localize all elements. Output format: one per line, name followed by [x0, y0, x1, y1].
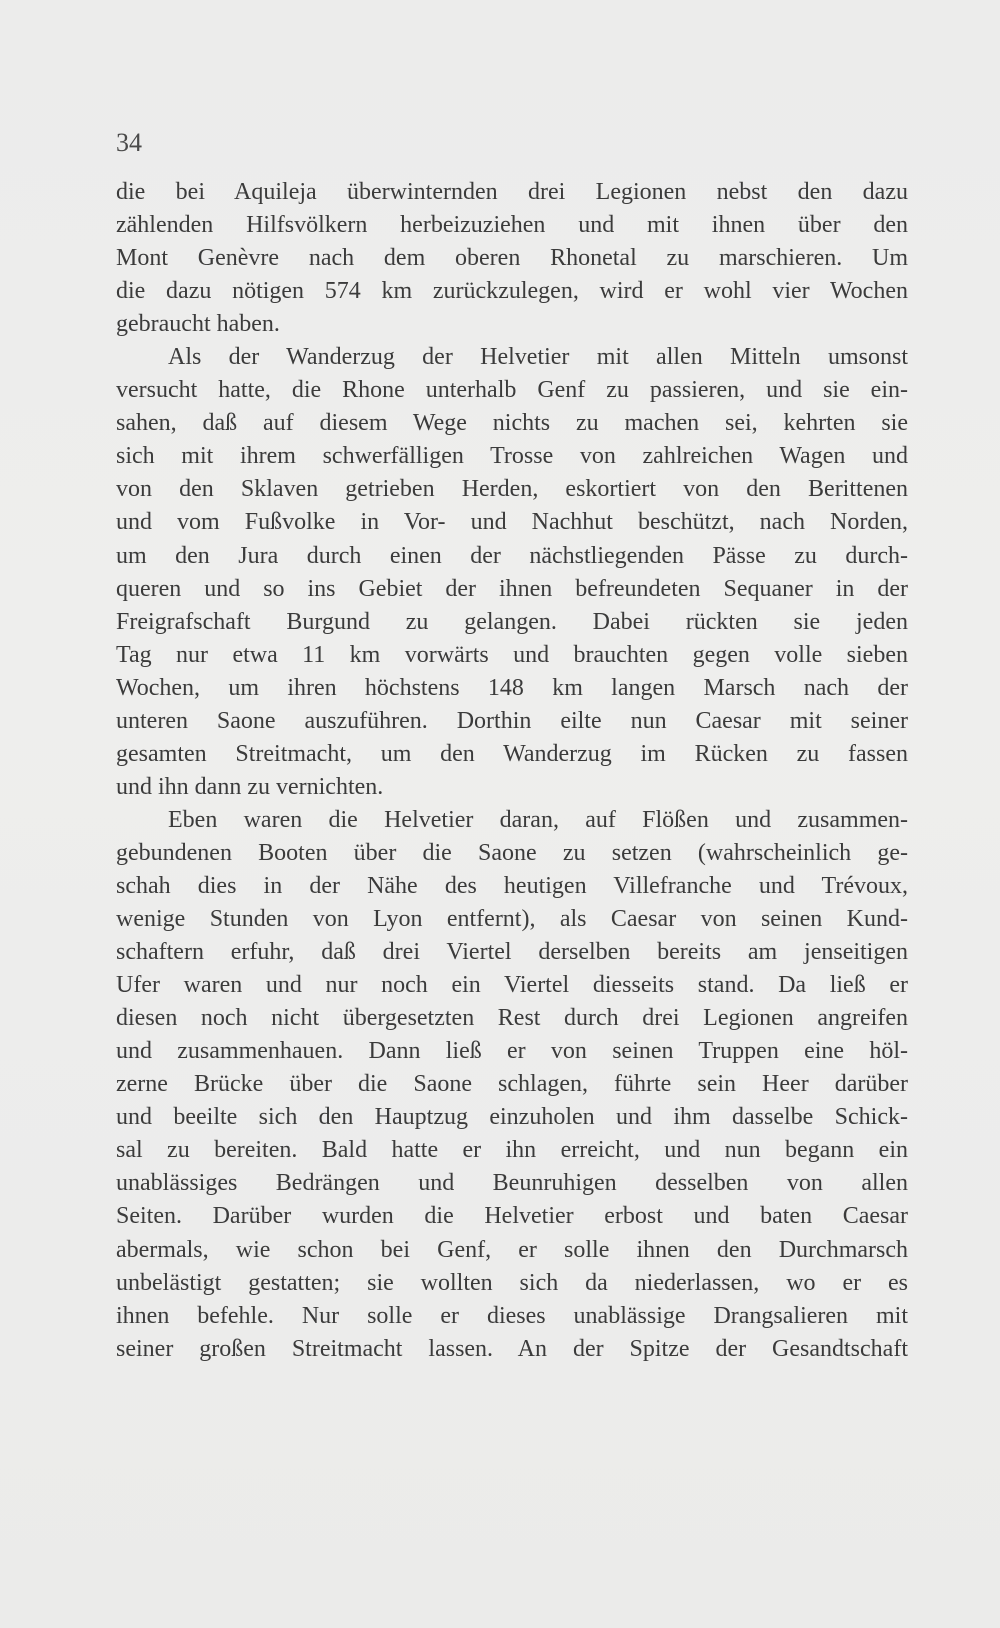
text-line: Als der Wanderzug der Helvetier mit allen Mitteln umsonst [168, 344, 908, 371]
body-text [116, 176, 908, 1366]
text-line: zerne Brücke über die Saone schlagen, führte sein Heer darüber [116, 1071, 908, 1098]
text-line: schaftern erfuhr, daß drei Viertel derselben bereits am jenseitigen [116, 939, 908, 966]
text-line: und vom Fußvolke in Vor- und Nachhut beschützt, nach Norden, [116, 509, 908, 536]
text-line: abermals, wie schon bei Genf, er solle ihnen den Durchmarsch [116, 1236, 908, 1263]
text-line: Wochen, um ihren höchstens 148 km langen Marsch nach der [116, 674, 908, 701]
text-line: ihnen befehle. Nur solle er dieses unablässige Drangsalieren mit [116, 1302, 908, 1329]
text-line: die bei Aquileja überwinternden drei Legionen nebst den dazu [116, 179, 908, 205]
text-line: diesen noch nicht übergesetzten Rest durch drei Legionen angreifen [116, 1005, 908, 1032]
text-line: sal zu bereiten. Bald hatte er ihn erreicht, und nun begann ein [116, 1137, 908, 1164]
text-line: Mont Genèvre nach dem oberen Rhonetal zu marschieren. Um [116, 245, 908, 272]
text-line: Freigrafschaft Burgund zu gelangen. Dabei rückten sie jeden [116, 608, 908, 635]
text-line: von den Sklaven getrieben Herden, eskortiert von den Berittenen [116, 476, 908, 503]
text-line: wenige Stunden von Lyon entfernt), als Caesar von seinen Kund- [116, 906, 908, 933]
text-line: Tag nur etwa 11 km vorwärts und brauchten gegen volle sieben [116, 641, 908, 668]
text-line: queren und so ins Gebiet der ihnen befreundeten Sequaner in der [116, 575, 908, 602]
text-line: schah dies in der Nähe des heutigen Villefranche und Trévoux, [116, 872, 908, 899]
page-number: 34 [116, 128, 142, 157]
text-line: Ufer waren und nur noch ein Viertel diesseits stand. Da ließ er [116, 972, 908, 999]
text-line: unteren Saone auszuführen. Dorthin eilte nun Caesar mit seiner [116, 707, 908, 734]
text-line: und zusammenhauen. Dann ließ er von seinen Truppen eine höl- [116, 1038, 908, 1065]
text-line: und ihn dann zu vernichten. [116, 773, 384, 800]
text-line: die dazu nötigen 574 km zurückzulegen, wird er wohl vier Wochen [116, 278, 908, 305]
text-line: um den Jura durch einen der nächstliegenden Pässe zu durch- [116, 542, 908, 569]
text-line: gesamten Streitmacht, um den Wanderzug im Rücken zu fassen [116, 740, 908, 767]
text-line: und beeilte sich den Hauptzug einzuholen und ihm dasselbe Schick- [116, 1104, 908, 1131]
text-line: zählenden Hilfsvölkern herbeizuziehen und mit ihnen über den [116, 212, 908, 239]
text-line: Seiten. Darüber wurden die Helvetier erbost und baten Caesar [116, 1203, 908, 1230]
text-line: versucht hatte, die Rhone unterhalb Genf zu passieren, und sie ein- [116, 377, 908, 404]
text-line: seiner großen Streitmacht lassen. An der Spitze der Gesandtschaft [116, 1335, 908, 1362]
text-line: sahen, daß auf diesem Wege nichts zu machen sei, kehrten sie [116, 410, 908, 437]
text-line: gebundenen Booten über die Saone zu setzen (wahrscheinlich ge- [116, 839, 908, 866]
text-line: sich mit ihrem schwerfälligen Trosse von zahlreichen Wagen und [116, 443, 908, 470]
text-line: unbelästigt gestatten; sie wollten sich da niederlassen, wo er es [116, 1269, 908, 1296]
text-line: Eben waren die Helvetier daran, auf Flößen und zusammen- [168, 806, 908, 833]
text-line: gebraucht haben. [116, 311, 280, 338]
text-line: unablässiges Bedrängen und Beunruhigen desselben von allen [116, 1170, 908, 1197]
